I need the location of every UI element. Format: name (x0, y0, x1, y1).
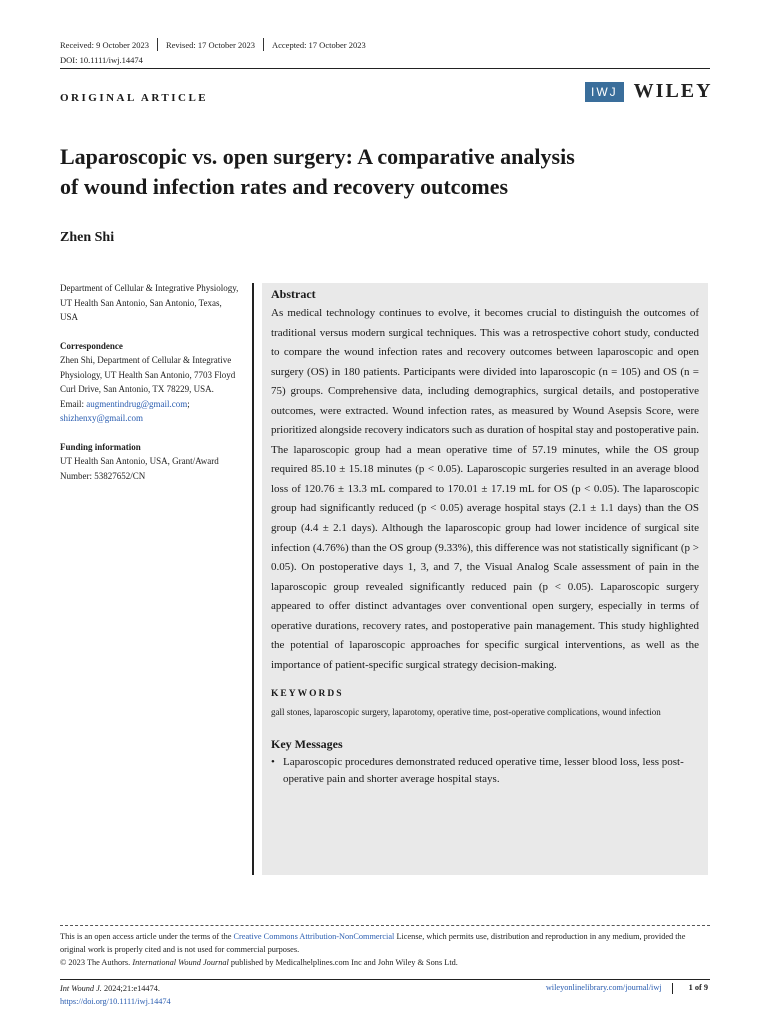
doi-link[interactable]: https://doi.org/10.1111/iwj.14474 (60, 996, 171, 1006)
header-rule (60, 68, 710, 69)
wiley-logo: WILEY (633, 80, 713, 102)
keywords-heading: KEYWORDS (271, 689, 344, 700)
author-name: Zhen Shi (60, 230, 115, 245)
accepted-date: Accepted: 17 October 2023 (271, 39, 366, 50)
article-dates (60, 38, 366, 51)
revised-date: Revised: 17 October 2023 (165, 39, 255, 50)
divider (263, 38, 264, 51)
correspondence-heading: Correspondence (60, 340, 123, 351)
email-link-1[interactable]: augmentindrug@gmail.com (86, 398, 188, 409)
sidebar-info (60, 281, 240, 483)
funding-heading: Funding information (60, 441, 141, 452)
iwj-logo: IWJ (585, 82, 624, 102)
divider (672, 983, 673, 994)
abstract-heading: Abstract (271, 287, 316, 301)
section-label: ORIGINAL ARTICLE (60, 92, 209, 104)
key-message-item: • Laparoscopic procedures demonstrated reduced operative time, lesser blood loss, less post-operative pain and shorter average hospital stays. (271, 754, 699, 788)
abstract-rule (252, 283, 254, 875)
footer-citation: Int Wound J. 2024;21:e14474. https://doi.org/10.1111/iwj.14474 (60, 983, 171, 1008)
abstract-text: As medical technology continues to evolve, it becomes crucial to distinguish the outcomes of traditional versus modern surgical techniques. This was a retrospective cohort study, conducted to compare the wound infection rates and recovery outcomes between laparoscopic and open surgery (OS) in 180 patients. Participants were divided into laparoscopic (n = 105) and OS (n = 75) groups. Comprehensive data, including demographics, surgical details, and postoperative outcomes, were extracted. Wound infection rates, as measured by Wound Asepsis Score, were prioritized alongside recovery indicators such as duration of hospital stay and postoperative pain. The laparoscopic group had a mean operative time of 57.19 minutes, while the OS group required 85.10 ± 15.18 minutes (p < 0.05). Laparoscopic surgeries resulted in an average blood loss of 120.76 ± 13.3 mL compared to 170.01 ± 17.19 mL for OS (p < 0.05). The laparoscopic group had significantly reduced (p < 0.05) average hospital stays (2.1 ± 1.1 days) than the OS group (4.4 ± 2.1 days). Although the laparoscopic group had lower incidence of surgical site infection (4.76%) than the OS group (9.33%), this difference was not statistically significant (p > 0.05). On postoperative days 1, 3, and 7, the Visual Analog Scale assessment of pain in the laparoscopic group revealed significantly reduced pain (p < 0.05). Laparoscopic surgery appeared to offer distinct advantages over conventional open surgery, especially in terms of operative durations, recovery rates, and postoperative pain management. This study highlighted the potential of laparoscopic approaches for specific surgical interventions, as well as the importance of patient-specific surgical strategy decision-making. (271, 307, 699, 671)
page-number: 1 of 9 (688, 983, 708, 992)
email-link-2[interactable]: shizhenxy@gmail.com (60, 413, 144, 423)
license-rule (60, 925, 710, 926)
journal-site-link[interactable]: wileyonlinelibrary.com/journal/iwj (545, 983, 662, 992)
correspondence-text: Zhen Shi, Department of Cellular & Integrative Physiology, UT Health San Antonio, 7703 Floyd Curl Drive, San Antonio, TX 78229, USA. Email: augmentindrug@gmail.com; shizhenxy@gmail.com (60, 355, 236, 423)
affiliation: Department of Cellular & Integrative Physiology, UT Health San Antonio, San Antonio, Texas, USA (60, 283, 239, 322)
abstract-box (262, 283, 708, 875)
bullet-icon: • (271, 756, 275, 769)
license-link[interactable]: Creative Commons Attribution-NonCommercial (233, 932, 395, 941)
received-date: Received: 9 October 2023 (60, 39, 149, 50)
key-messages-heading: Key Messages (271, 737, 343, 752)
logos (585, 80, 713, 103)
license-text: This is an open access article under the terms of the Creative Commons Attribution-NonCommercial License, which permits use, distribution and reproduction in any medium, provided the original work is properly cited and is not used for commercial purposes. © 2023 The Authors. International Wound Journal published by Medicalhelplines.com Inc and John Wiley & Sons Ltd. (60, 932, 686, 967)
divider (157, 38, 158, 51)
keywords: gall stones, laparoscopic surgery, laparotomy, operative time, post-operative complications, wound infection (271, 707, 661, 718)
footer-rule (60, 979, 710, 980)
footer-right (546, 983, 708, 994)
doi-header: DOI: 10.1111/iwj.14474 (60, 55, 143, 65)
funding-text: UT Health San Antonio, USA, Grant/Award Number: 53827652/CN (60, 456, 219, 481)
article-title: Laparoscopic vs. open surgery: A comparative analysis of wound infection rates and recovery outcomes (60, 144, 575, 199)
